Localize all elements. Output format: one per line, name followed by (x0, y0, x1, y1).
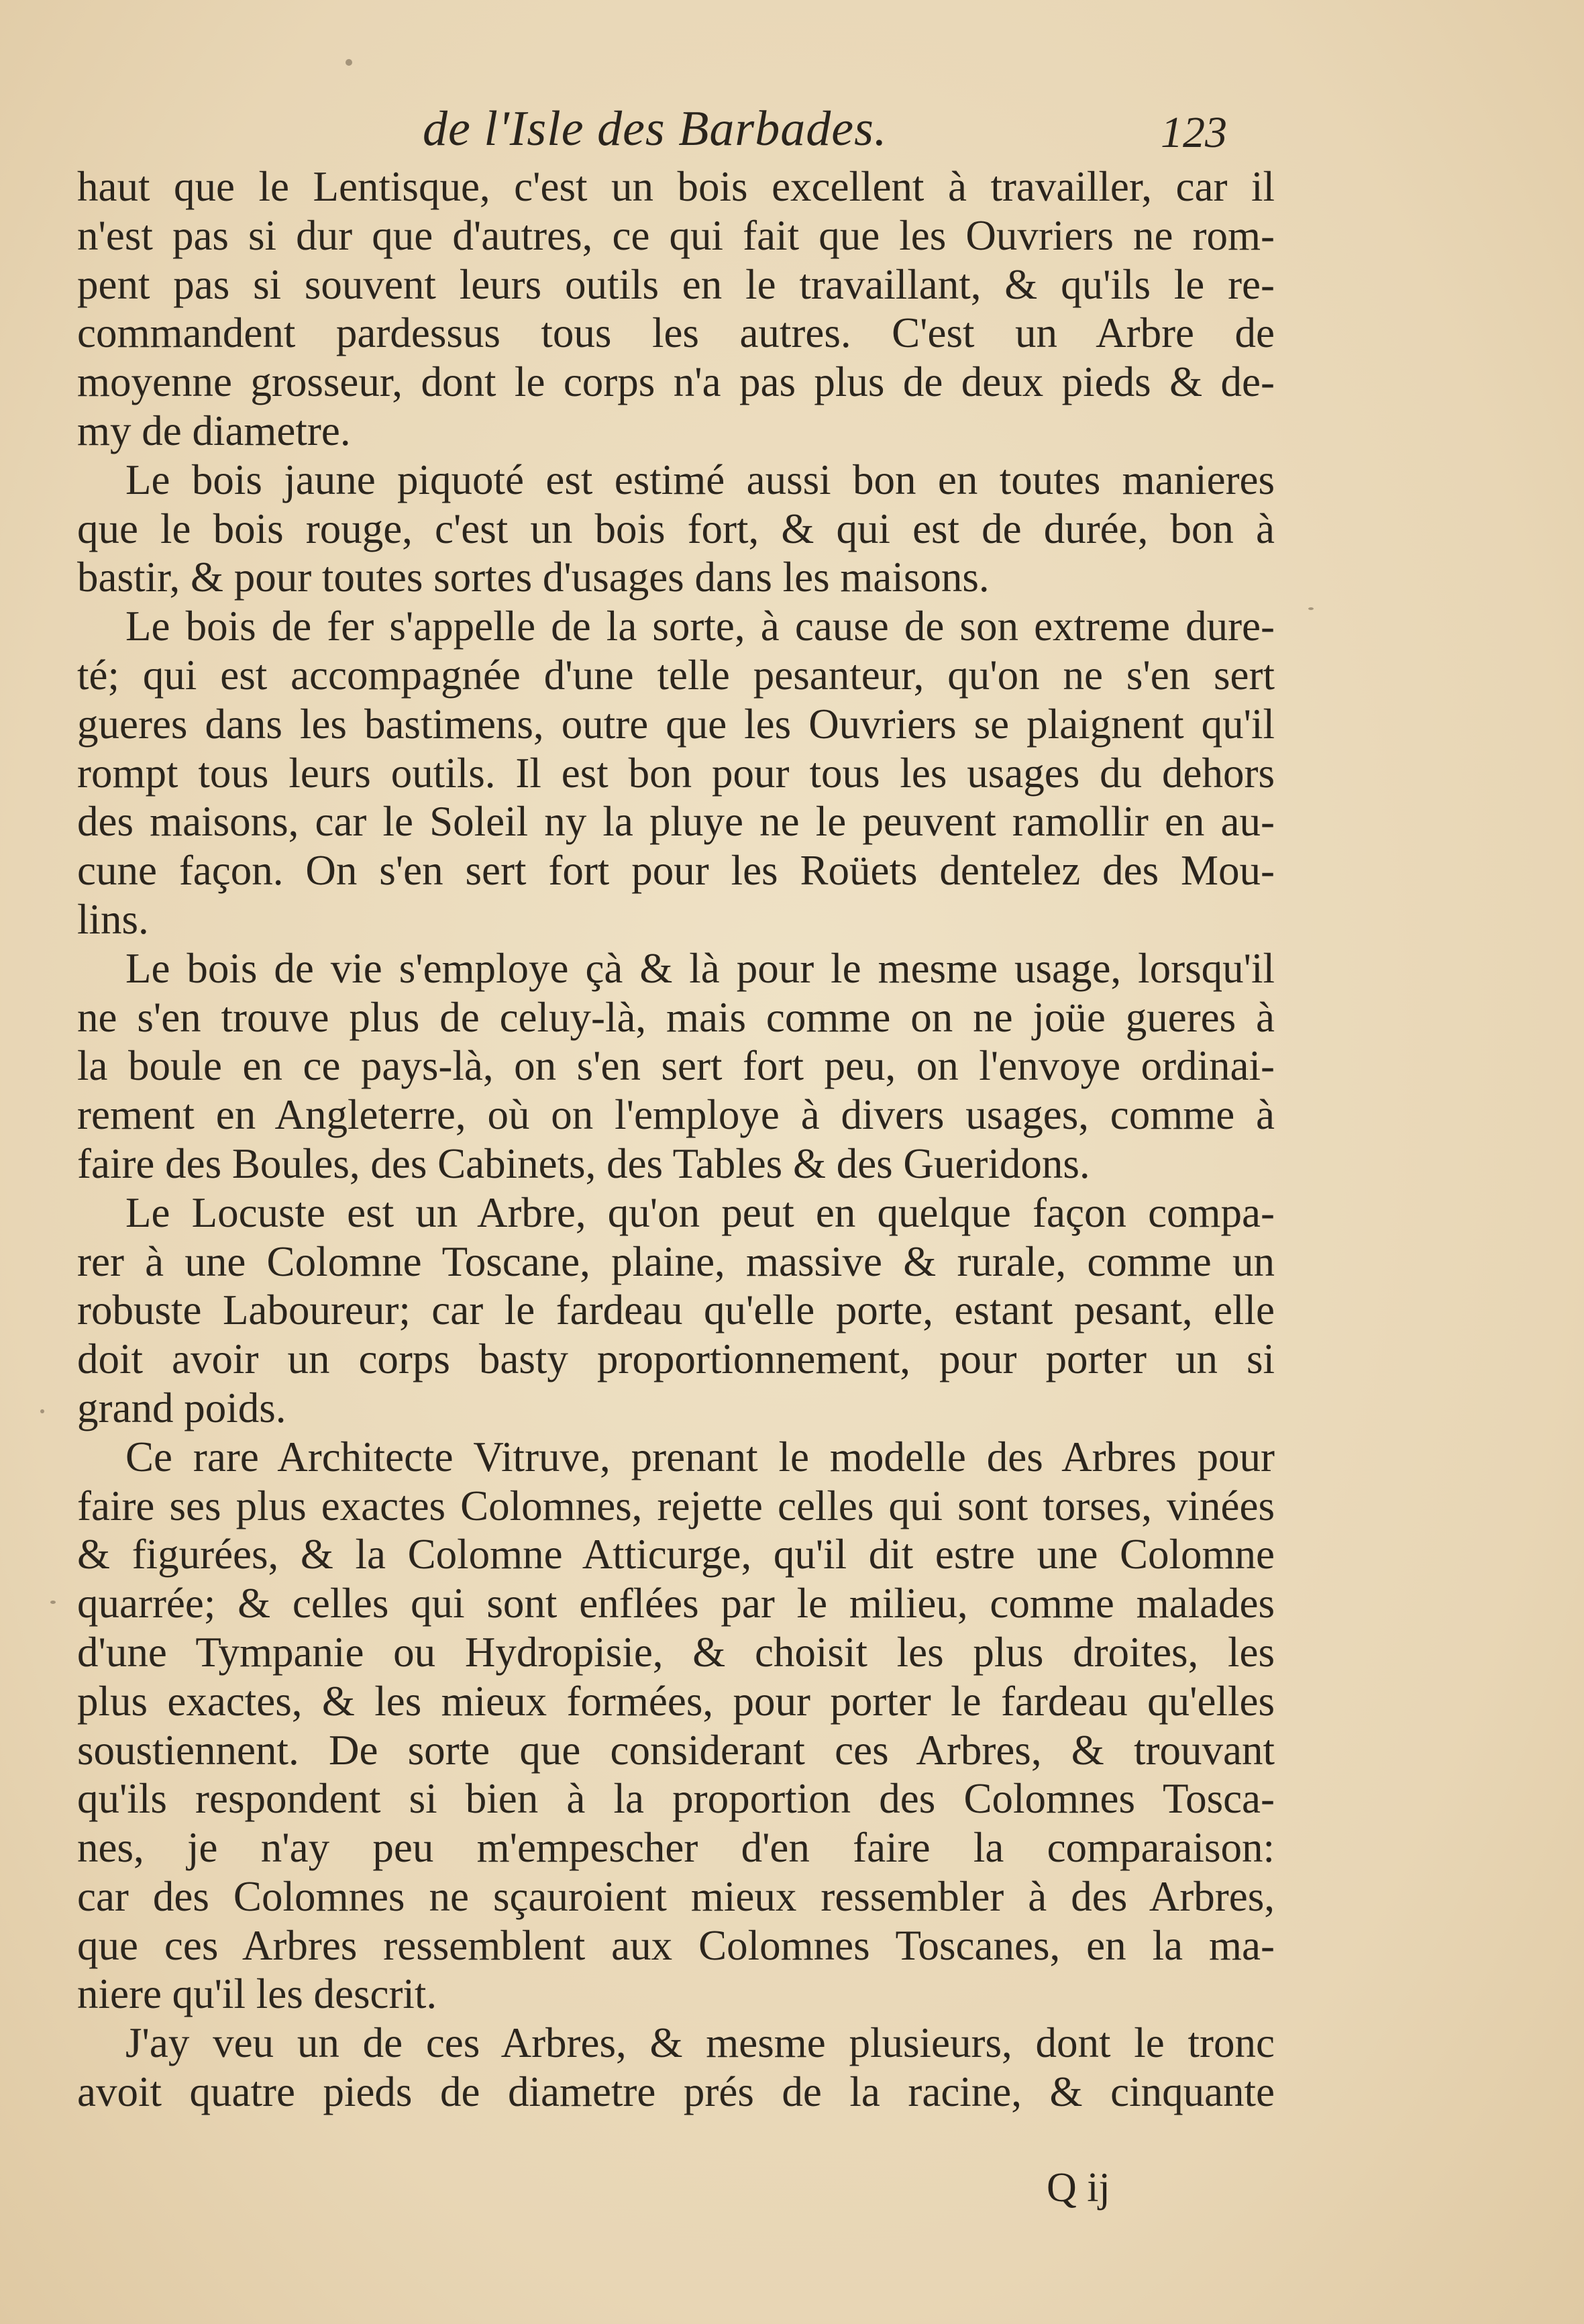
text-line: que ces Arbres ressemblent aux Colomnes Toscanes, en la ma- (77, 1921, 1275, 1969)
ink-speck (40, 1409, 44, 1413)
text-line: my de diametre. (77, 407, 351, 454)
signature-mark: Q ij (1047, 2165, 1110, 2211)
text-line: J'ay veu un de ces Arbres, & mesme plusieurs, dont le tronc (125, 2019, 1275, 2067)
ink-speck (50, 1601, 56, 1604)
text-line: faire des Boules, des Cabinets, des Tables & des Gueridons. (77, 1140, 1090, 1187)
ink-speck (1308, 607, 1314, 610)
text-line: robuste Laboureur; car le fardeau qu'elle porte, estant pesant, elle (77, 1286, 1275, 1334)
text-line: bastir, & pour toutes sortes d'usages dans les maisons. (77, 554, 990, 601)
text-line: quarrée; & celles qui sont enflées par le milieu, comme malades (77, 1580, 1275, 1627)
text-line: lins. (77, 895, 149, 943)
text-line: & figurées, & la Colomne Atticurge, qu'il dit estre une Colomne (77, 1531, 1275, 1578)
body-text (77, 162, 1275, 2117)
text-line: niere qu'il les descrit. (77, 1970, 437, 2018)
text-line: ne s'en trouve plus de celuy-là, mais comme on ne joüe gueres à (77, 993, 1275, 1041)
ink-speck (346, 59, 352, 66)
text-line: n'est pas si dur que d'autres, ce qui fait que les Ouvriers ne rom- (77, 211, 1275, 259)
text-line: Le bois de vie s'employe çà & là pour le mesme usage, lorsqu'il (125, 944, 1275, 992)
text-line: avoit quatre pieds de diametre prés de la racine, & cinquante (77, 2068, 1275, 2116)
text-line: doit avoir un corps basty proportionnement, pour porter un si (77, 1335, 1275, 1383)
text-line: Ce rare Architecte Vitruve, prenant le modelle des Arbres pour (125, 1433, 1275, 1480)
text-line: gueres dans les bastimens, outre que les Ouvriers se plaignent qu'il (77, 700, 1275, 748)
text-line: grand poids. (77, 1384, 286, 1431)
text-line: rement en Angleterre, où on l'employe à divers usages, comme à (77, 1091, 1275, 1139)
text-line: plus exactes, & les mieux formées, pour porter le fardeau qu'elles (77, 1677, 1275, 1725)
text-line: rer à une Colomne Toscane, plaine, massive & rurale, comme un (77, 1237, 1275, 1285)
text-line: faire ses plus exactes Colomnes, rejette celles qui sont torses, vinées (77, 1482, 1275, 1529)
running-title: de l'Isle des Barbades. (423, 101, 888, 156)
text-line: d'une Tympanie ou Hydropisie, & choisit les plus droites, les (77, 1628, 1275, 1676)
text-line: qu'ils respondent si bien à la proportion des Colomnes Tosca- (77, 1775, 1275, 1823)
text-line: haut que le Lentisque, c'est un bois excellent à travailler, car il (77, 163, 1275, 210)
text-line: nes, je n'ay peu m'empescher d'en faire la comparaison: (77, 1824, 1275, 1872)
text-line: des maisons, car le Soleil ny la pluye ne le peuvent ramollir en au- (77, 798, 1275, 846)
text-line: cune façon. On s'en sert fort pour les Roüets dentelez des Mou- (77, 847, 1275, 895)
text-line: pent pas si souvent leurs outils en le travaillant, & qu'ils le re- (77, 260, 1275, 308)
text-line: Le bois jaune piquoté est estimé aussi bon en toutes manieres (125, 456, 1275, 503)
text-line: Le bois de fer s'appelle de la sorte, à cause de son extreme dure- (125, 603, 1275, 650)
text-line: la boule en ce pays-là, on s'en sert fort peu, on l'envoye ordinai- (77, 1042, 1275, 1090)
text-line: té; qui est accompagnée d'une telle pesanteur, qu'on ne s'en sert (77, 651, 1275, 699)
page-number: 123 (1161, 108, 1227, 157)
text-line: moyenne grosseur, dont le corps n'a pas plus de deux pieds & de- (77, 358, 1275, 406)
text-line: Le Locuste est un Arbre, qu'on peut en quelque façon compa- (125, 1189, 1275, 1236)
text-line: que le bois rouge, c'est un bois fort, & qui est de durée, bon à (77, 505, 1275, 552)
text-line: car des Colomnes ne sçauroient mieux ressembler à des Arbres, (77, 1872, 1275, 1920)
text-line: rompt tous leurs outils. Il est bon pour tous les usages du dehors (77, 749, 1275, 797)
text-line: commandent pardessus tous les autres. C'est un Arbre de (77, 309, 1275, 357)
text-line: soustiennent. De sorte que considerant ces Arbres, & trouvant (77, 1726, 1275, 1774)
